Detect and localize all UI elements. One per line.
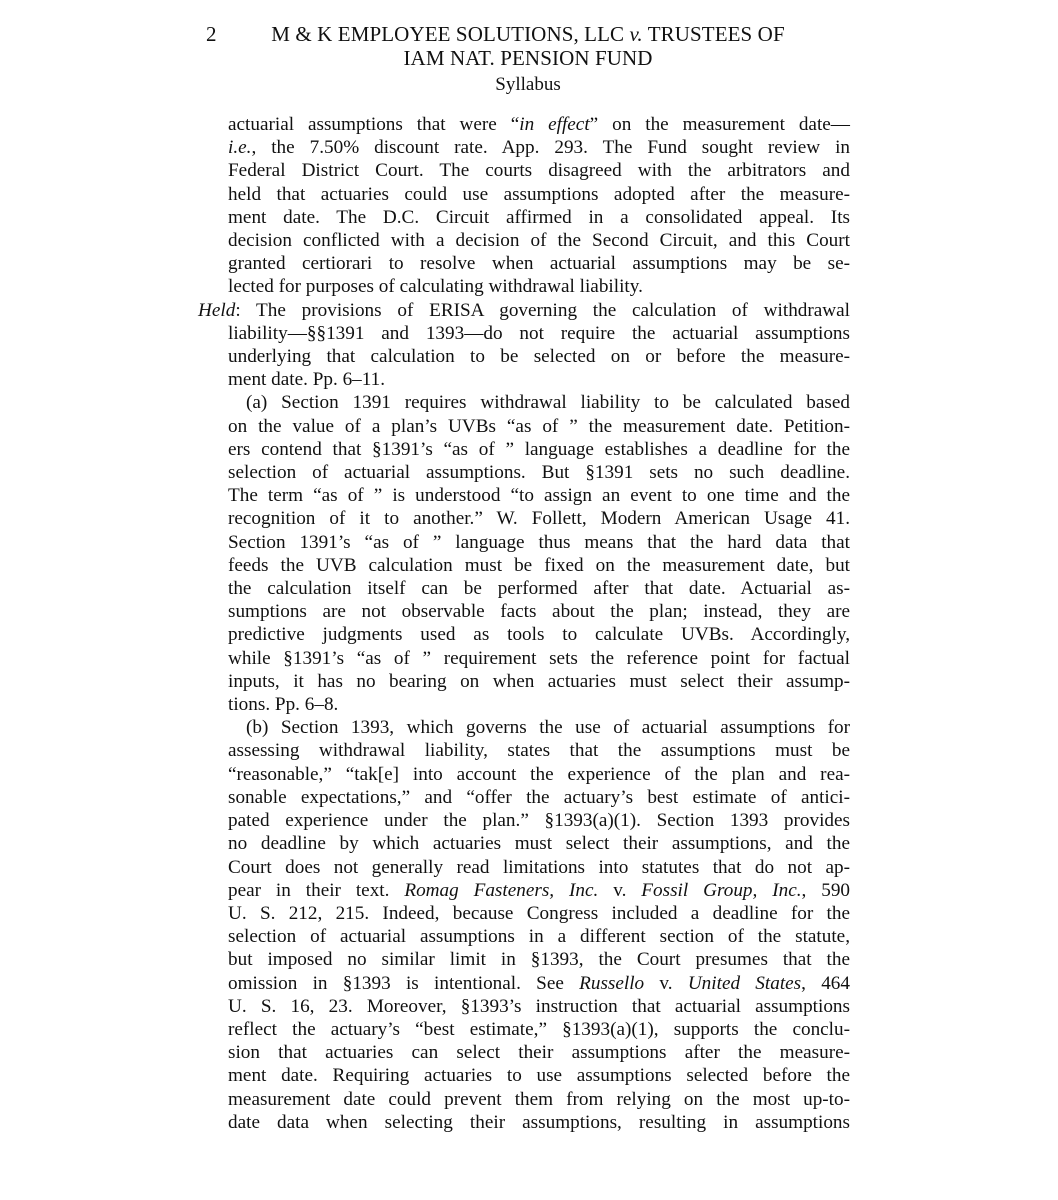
text-line: granted certiorari to resolve when actuarial assumptions may be se- <box>228 253 850 275</box>
text-line: pated experience under the plan.” §1393(a)(1). Section 1393 provides <box>228 810 850 832</box>
text-line: U. S. 16, 23. Moreover, §1393’s instruction that actuarial assumptions <box>228 995 850 1017</box>
text-line: Court does not generally read limitations into statutes that do not ap- <box>228 856 850 878</box>
page-number: 2 <box>206 22 217 46</box>
text-line: inputs, it has no bearing on when actuaries must select their assump- <box>228 670 850 692</box>
text-line: decision conflicted with a decision of the Second Circuit, and this Court <box>228 230 850 252</box>
text-line: measurement date could prevent them from relying on the most up-to- <box>228 1088 850 1110</box>
section-label: Syllabus <box>495 74 561 95</box>
text-line: omission in §1393 is intentional. See Russello v. United States, 464 <box>228 972 850 994</box>
text-line: reflect the actuary’s “best estimate,” §1393(a)(1), supports the conclu- <box>228 1018 850 1040</box>
paragraph-background <box>228 113 850 299</box>
text-line: ment date. The D.C. Circuit affirmed in a consolidated appeal. Its <box>228 206 850 228</box>
text-line: sion that actuaries can select their assumptions after the measure- <box>228 1042 850 1064</box>
text-line: the calculation itself can be performed after that date. Actuarial as- <box>228 578 850 600</box>
text-line: selection of actuarial assumptions. But §1391 sets no such deadline. <box>228 462 850 484</box>
text-line: liability—§§1391 and 1393—do not require the actuarial assumptions <box>228 322 850 344</box>
text-line: while §1391’s “as of ” requirement sets the reference point for factual <box>228 647 850 669</box>
paragraph-a <box>228 391 850 716</box>
text-line: sumptions are not observable facts about the plan; instead, they are <box>228 601 850 623</box>
text-line: ers contend that §1391’s “as of ” language establishes a deadline for the <box>228 438 850 460</box>
text-line: Federal District Court. The courts disagreed with the arbitrators and <box>228 160 850 182</box>
syllabus-body <box>198 113 851 1134</box>
text-line: (b) Section 1393, which governs the use of actuarial assumptions for <box>246 717 850 739</box>
text-line: on the value of a plan’s UVBs “as of ” the measurement date. Petition- <box>228 415 850 437</box>
text-line: selection of actuarial assumptions in a different section of the statute, <box>228 926 850 948</box>
text-line: recognition of it to another.” W. Follett, Modern American Usage 41. <box>228 508 850 530</box>
text-line: date data when selecting their assumptions, resulting in assumptions <box>228 1111 850 1133</box>
text-line: The term “as of ” is understood “to assign an event to one time and the <box>228 485 850 507</box>
text-line: but imposed no similar limit in §1393, the Court presumes that the <box>228 949 850 971</box>
text-line: assessing withdrawal liability, states that the assumptions must be <box>228 740 850 762</box>
held-label: Held <box>198 299 236 321</box>
text-line: no deadline by which actuaries must select their assumptions, and the <box>228 833 850 855</box>
text-line: U. S. 212, 215. Indeed, because Congress included a deadline for the <box>228 902 850 924</box>
text-line: ment date. Requiring actuaries to use assumptions selected before the <box>228 1065 850 1087</box>
text-line: predictive judgments used as tools to calculate UVBs. Accordingly, <box>228 624 850 646</box>
text-line: ment date. Pp. 6–11. <box>228 369 386 391</box>
text-line: i.e., the 7.50% discount rate. App. 293. The Fund sought review in <box>228 137 850 159</box>
header-case-name-line-2: IAM NAT. PENSION FUND <box>403 46 653 70</box>
text-line: held that actuaries could use assumptions adopted after the measure- <box>228 183 850 205</box>
paragraph-b <box>228 716 850 1134</box>
text-line: pear in their text. Romag Fasteners, Inc. v. Fossil Group, Inc., 590 <box>228 879 851 901</box>
header-case-name-line-1: M & K EMPLOYEE SOLUTIONS, LLC v. TRUSTEES OF <box>271 22 785 46</box>
paragraph-held <box>198 299 850 392</box>
text-line: “reasonable,” “tak[e] into account the experience of the plan and rea- <box>228 763 850 785</box>
text-line: actuarial assumptions that were “in effect” on the measurement date— <box>228 114 850 135</box>
text-line: sonable expectations,” and “offer the actuary’s best estimate of antici- <box>228 786 850 808</box>
text-line: Section 1391’s “as of ” language thus means that the hard data that <box>228 531 850 553</box>
text-line: tions. Pp. 6–8. <box>228 694 339 716</box>
text-line: feeds the UVB calculation must be fixed on the measurement date, but <box>228 554 850 576</box>
running-header <box>248 22 808 70</box>
text-line: Held: The provisions of ERISA governing the calculation of withdrawal <box>198 299 850 321</box>
text-line: lected for purposes of calculating withdrawal liability. <box>228 276 643 298</box>
text-line: underlying that calculation to be selected on or before the measure- <box>228 346 850 368</box>
text-line: (a) Section 1391 requires withdrawal liability to be calculated based <box>246 392 850 414</box>
